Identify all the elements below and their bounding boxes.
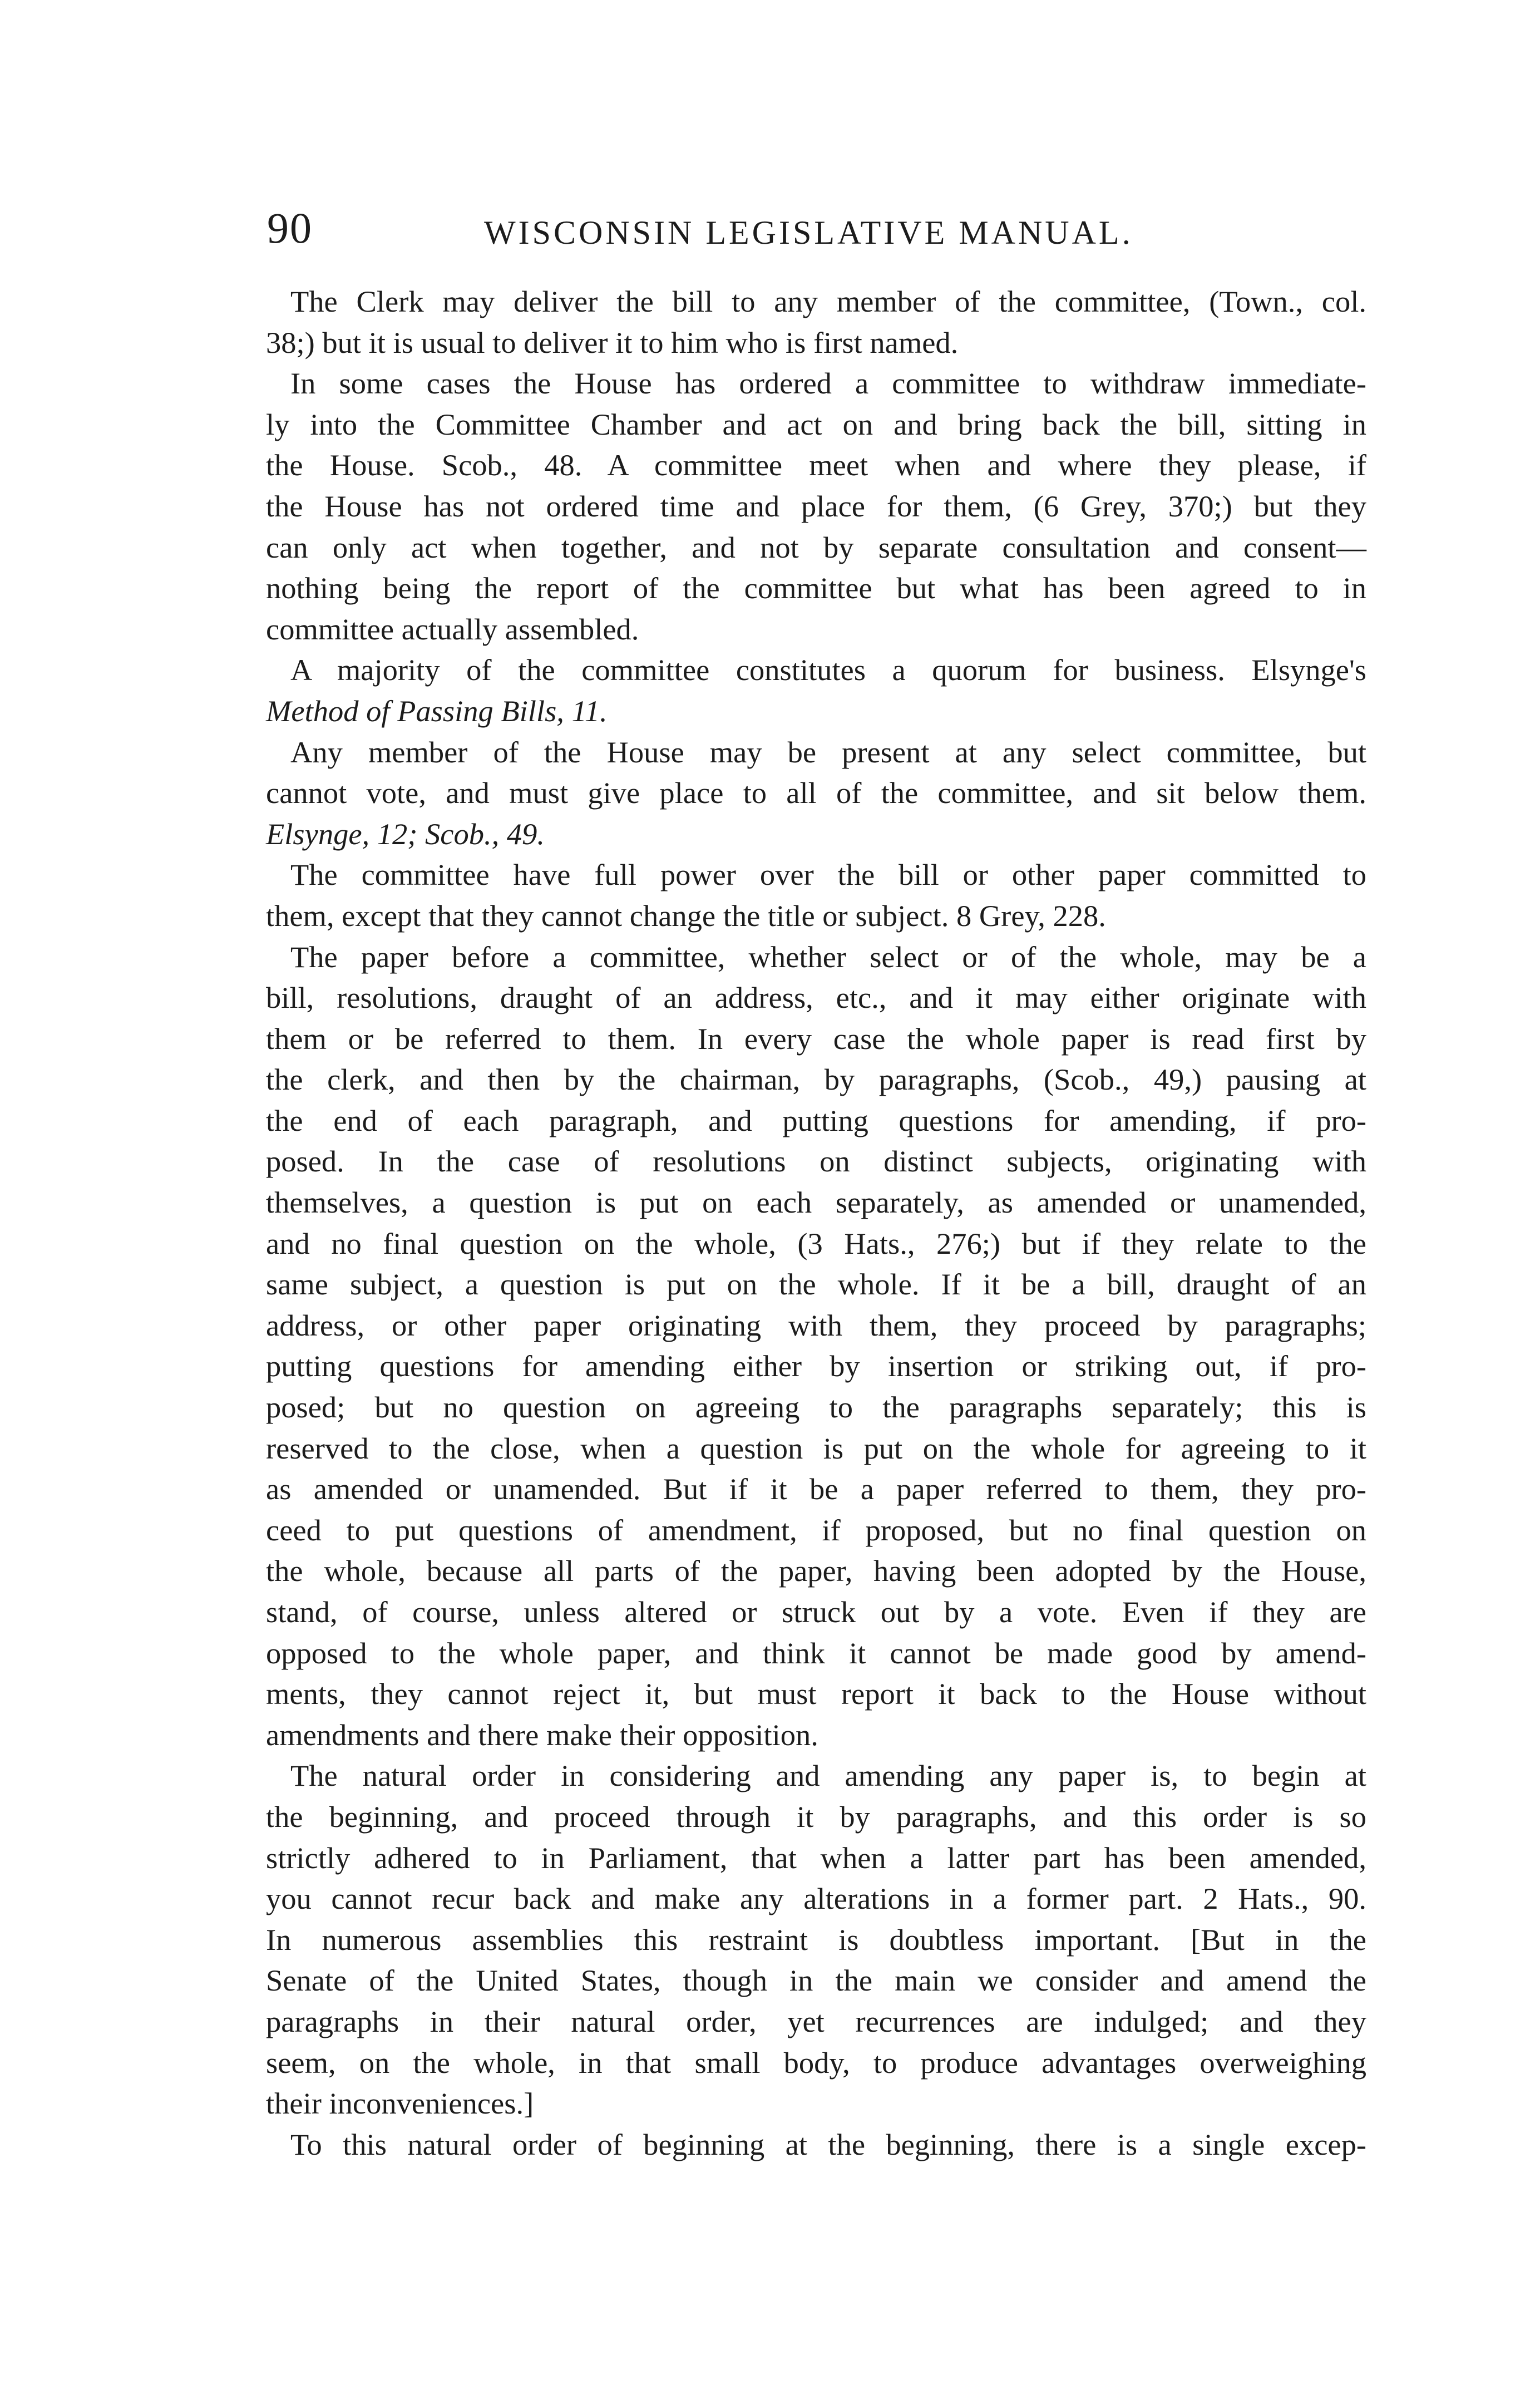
text-line: address, or other paper originating with them, they proceed by paragraphs; bbox=[266, 1308, 1366, 1342]
text-line: the House has not ordered time and place for them, (6 Grey, 370;) but they bbox=[266, 489, 1366, 523]
text-line: Elsynge, 12; Scob., 49. bbox=[266, 816, 545, 851]
text-line: can only act when together, and not by separate consultation and consent— bbox=[266, 530, 1366, 564]
text-line: A majority of the committee constitutes a quorum for business. Elsynge's bbox=[290, 653, 1366, 687]
text-line: ments, they cannot reject it, but must report it back to the House without bbox=[266, 1677, 1366, 1711]
text-line: them, except that they cannot change the title or subject. 8 Grey, 228. bbox=[266, 898, 1106, 933]
text-line: Any member of the House may be present at any select committee, but bbox=[290, 735, 1366, 769]
text-line: opposed to the whole paper, and think it cannot be made good by amend- bbox=[266, 1635, 1366, 1670]
text-line: them or be referred to them. In every case the whole paper is read first by bbox=[266, 1021, 1366, 1056]
text-line: putting questions for amending either by insertion or striking out, if pro- bbox=[266, 1349, 1366, 1383]
text-line: the whole, because all parts of the paper, having been adopted by the House, bbox=[266, 1554, 1366, 1588]
text-line: the end of each paragraph, and putting questions for amending, if pro- bbox=[266, 1103, 1366, 1137]
text-line: reserved to the close, when a question is put on the whole for agreeing to it bbox=[266, 1431, 1366, 1465]
text-line: The Clerk may deliver the bill to any member of the committee, (Town., col. bbox=[290, 284, 1366, 318]
text-line: committee actually assembled. bbox=[266, 612, 639, 646]
text-line: To this natural order of beginning at the beginning, there is a single excep- bbox=[290, 2127, 1366, 2161]
text-line: Method of Passing Bills, 11. bbox=[266, 693, 608, 728]
paragraph bbox=[266, 937, 1366, 1756]
text-line: same subject, a question is put on the whole. If it be a bill, draught of an bbox=[266, 1267, 1366, 1302]
text-line: paragraphs in their natural order, yet recurrences are indulged; and they bbox=[266, 2004, 1366, 2038]
paragraph bbox=[266, 854, 1366, 936]
paragraph bbox=[266, 1755, 1366, 2124]
text-line: their inconveniences.] bbox=[266, 2086, 534, 2121]
text-line: cannot vote, and must give place to all of the committee, and sit below them. bbox=[266, 776, 1366, 810]
text-line: In some cases the House has ordered a committee to withdraw immediate- bbox=[290, 366, 1366, 401]
text-line: nothing being the report of the committee but what has been agreed to in bbox=[266, 571, 1366, 605]
paragraph bbox=[266, 2124, 1366, 2165]
text-line: you cannot recur back and make any alterations in a former part. 2 Hats., 90. bbox=[266, 1881, 1366, 1916]
paragraph bbox=[266, 363, 1366, 649]
paragraph bbox=[266, 281, 1366, 363]
text-line: the clerk, and then by the chairman, by paragraphs, (Scob., 49,) pausing at bbox=[266, 1062, 1366, 1097]
text-line: ceed to put questions of amendment, if proposed, but no final question on bbox=[266, 1513, 1366, 1547]
text-line: posed; but no question on agreeing to the paragraphs separately; this is bbox=[266, 1390, 1366, 1425]
text-line: the House. Scob., 48. A committee meet when and where they please, if bbox=[266, 448, 1366, 482]
text-line: bill, resolutions, draught of an address, etc., and it may either originate with bbox=[266, 981, 1366, 1015]
text-line: 38;) but it is usual to deliver it to him who is first named. bbox=[266, 325, 959, 359]
text-line: the beginning, and proceed through it by paragraphs, and this order is so bbox=[266, 1799, 1366, 1834]
text-line: ly into the Committee Chamber and act on and bring back the bill, sitting in bbox=[266, 407, 1366, 441]
paragraph bbox=[266, 649, 1366, 731]
text-line: The committee have full power over the bill or other paper committed to bbox=[290, 858, 1366, 892]
paragraph bbox=[266, 732, 1366, 855]
text-line: strictly adhered to in Parliament, that when a latter part has been amended, bbox=[266, 1840, 1366, 1875]
text-line: seem, on the whole, in that small body, to produce advantages overweighing bbox=[266, 2045, 1366, 2080]
text-line: The paper before a committee, whether select or of the whole, may be a bbox=[290, 939, 1366, 974]
text-line: In numerous assemblies this restraint is doubtless important. [But in the bbox=[266, 1922, 1366, 1957]
text-line: stand, of course, unless altered or struck out by a vote. Even if they are bbox=[266, 1595, 1366, 1629]
text-line: Senate of the United States, though in the main we consider and amend the bbox=[266, 1963, 1366, 1998]
body-text bbox=[266, 281, 1366, 2165]
text-line: as amended or unamended. But if it be a paper referred to them, they pro- bbox=[266, 1472, 1366, 1506]
text-line: themselves, a question is put on each separately, as amended or unamended, bbox=[266, 1185, 1366, 1220]
text-line: The natural order in considering and amending any paper is, to begin at bbox=[290, 1758, 1366, 1793]
text-line: posed. In the case of resolutions on distinct subjects, originating with bbox=[266, 1144, 1366, 1179]
page-number: 90 bbox=[267, 204, 313, 252]
page-header bbox=[267, 200, 1363, 256]
text-line: and no final question on the whole, (3 Hats., 276;) but if they relate to the bbox=[266, 1226, 1366, 1260]
running-head: WISCONSIN LEGISLATIVE MANUAL. bbox=[484, 214, 1133, 251]
text-line: amendments and there make their opposition. bbox=[266, 1717, 818, 1752]
